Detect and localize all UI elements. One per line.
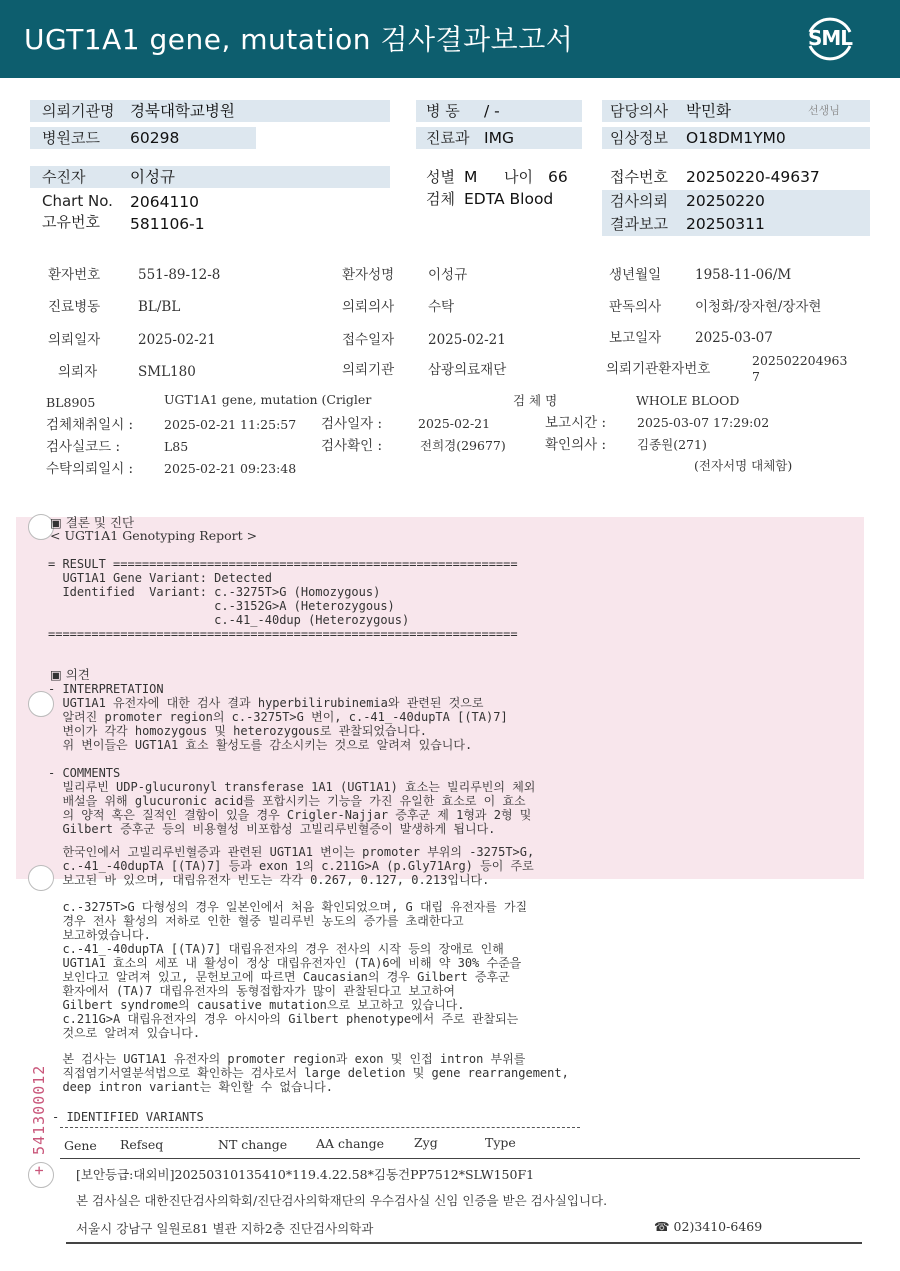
scan-rtime-label: 보고시간 : — [545, 415, 607, 431]
scan-pname-label: 환자성명 — [342, 267, 395, 283]
uid-label: 고유번호 — [42, 213, 100, 231]
sex-label: 성별 — [426, 168, 455, 186]
scan-commission-label: 수탁의뢰일시 : — [46, 461, 134, 477]
request-value: 20250220 — [686, 192, 765, 210]
sml-logo — [800, 12, 860, 64]
scan-rdoc-label: 의뢰의사 — [342, 299, 395, 315]
dept-label: 진료과 — [426, 129, 470, 147]
hospital-label: 의뢰기관명 — [42, 102, 115, 120]
clinical-label: 임상정보 — [610, 129, 668, 147]
vertical-id: + 541300012 — [30, 1064, 48, 1175]
scan-verify: 김종원(271) — [637, 437, 707, 452]
col-nt-change: NT change — [218, 1137, 288, 1152]
scan-requester-label: 의뢰자 — [58, 364, 98, 380]
section-conclusion: ▣ 결론 및 진단 — [50, 515, 135, 530]
scan-repdate: 2025-03-07 — [695, 330, 773, 346]
scan-esign: (전자서명 대체함) — [694, 458, 793, 473]
divider — [60, 1158, 860, 1159]
scan-rdate: 2025-02-21 — [138, 332, 216, 348]
age-value: 66 — [548, 168, 568, 186]
scan-room-label: 검사실코드 : — [46, 439, 121, 455]
col-type: Type — [485, 1135, 516, 1150]
scan-judge-label: 판독의사 — [609, 299, 662, 315]
scan-pid: 551-89-12-8 — [138, 267, 221, 283]
scan-verify-label: 확인의사 : — [545, 437, 607, 453]
ward-label: 병 동 — [426, 102, 460, 120]
section-opinion: ▣ 의견 — [50, 667, 90, 682]
result-block: = RESULT ======================================================== UGT1A1 Gene Variant: Detected Identified Variant: c.-3275T>G (Homozygous) c.-3152G>A (Heterozygous) c.-41_-40dup (Heterozygous) ================================================================= — [48, 557, 518, 641]
scan-rpid-label: 의뢰기관환자번호 — [606, 361, 711, 377]
col-aa-change: AA change — [316, 1136, 384, 1151]
col-gene: Gene — [64, 1138, 97, 1153]
scan-judge: 이청화/장자현/장자현 — [695, 299, 822, 315]
genotyping-subtitle: < UGT1A1 Genotyping Report > — [50, 528, 258, 543]
doctor-value: 박민화 — [686, 102, 731, 120]
divider — [60, 1127, 580, 1128]
korean-freq-block: 한국인에서 고빌리루빈혈증과 관련된 UGT1A1 변이는 promoter 부위의 -3275T>G, c.-41_-40dupTA [(TA)7] 등과 exon 1의 c.211G>A (p.Gly71Arg) 등이 주로 보고된 바 있으며, 대립유전자 빈도는 각각 0.267, 0.127, 0.213입니다. — [62, 845, 535, 887]
footer-phone: ☎ 02)3410-6469 — [654, 1219, 763, 1234]
scan-rorg-label: 의뢰기관 — [342, 362, 395, 378]
interpretation-block: - INTERPRETATION UGT1A1 유전자에 대한 검사 결과 hyperbilirubinemia와 관련된 것으로 알려진 promoter region의 c.-3275T>G 변이, c.-41_-40dupTA [(TA)7] 변이가 각각 homozygous 및 heterozygous로 관찰되었습니다. 위 변이들은 UGT1A1 효소 활성도를 감소시키는 것으로 알려져 있습니다. — [48, 682, 508, 752]
scan-commission: 2025-02-21 09:23:48 — [164, 461, 297, 476]
chart-label: Chart No. — [42, 192, 113, 210]
logo-text: SML — [807, 26, 853, 50]
receipt-value: 20250220-49637 — [686, 168, 820, 186]
report-title: UGT1A1 gene, mutation 검사결과보고서 — [24, 23, 574, 56]
patient-value: 이성규 — [130, 168, 175, 186]
doctor-suffix: 선생님 — [808, 104, 840, 117]
scan-test: UGT1A1 gene, mutation (Crigler — [164, 392, 372, 407]
ward-value: / - — [484, 102, 500, 120]
scan-code: BL8905 — [46, 395, 96, 410]
detail-block: c.-3275T>G 다형성의 경우 일본인에서 처음 확인되었으며, G 대립 유전자를 가질 경우 전사 활성의 저하로 인한 혈중 빌리루빈 농도의 증가를 초래한다고 보고하였습니다. c.-41_-40dupTA [(TA)7] 대립유전자의 경우 전사의 시작 등의 장애로 인해 UGT1A1 효소의 세포 내 활성이 정상 대립유전자인 (TA)6에 비해 약 30% 수준을 보인다고 알려져 있고, 문헌보고에 따르면 Caucasian의 경우 Gilbert 증후군 환자에서 (TA)7 대립유전자의 동형접합자가 많이 관찰된다고 보고하여 Gilbert syndrome의 causative mutation으로 보고하고 있습니다. c.211G>A 대립유전자의 경우 아시아의 Gilbert phenotype에서 주로 관찰되는 것으로 알려져 있습니다. — [62, 900, 528, 1040]
scan-rdate-label: 의뢰일자 — [48, 332, 101, 348]
sex-value: M — [464, 168, 478, 186]
clinical-value: O18DM1YM0 — [686, 129, 786, 147]
scan-tdate: 2025-02-21 — [418, 416, 491, 431]
patient-label: 수진자 — [42, 168, 86, 186]
scan-confirm-label: 검사확인 : — [321, 438, 383, 454]
scan-dob: 1958-11-06/M — [695, 267, 792, 283]
age-label: 나이 — [504, 168, 533, 186]
specimen-label: 검체 — [426, 190, 455, 208]
divider — [66, 1242, 862, 1244]
scan-rdoc: 수탁 — [428, 299, 455, 315]
specimen-value: EDTA Blood — [464, 190, 554, 208]
footer-address: 서울시 강남구 일원로81 별관 지하2층 진단검사의학과 — [76, 1221, 374, 1236]
footer-security: [보안등급:대외비]20250310135410*119.4.22.58*김동건PP7512*SLW150F1 — [76, 1167, 535, 1182]
report-header — [0, 0, 900, 78]
scan-rpid-1: 202502204963 — [752, 353, 848, 368]
report-date-label: 결과보고 — [610, 215, 668, 233]
scan-collect-label: 검체채취일시 : — [46, 417, 134, 433]
col-refseq: Refseq — [120, 1137, 164, 1152]
scan-recv: 2025-02-21 — [428, 332, 506, 348]
scan-collect: 2025-02-21 11:25:57 — [164, 417, 297, 432]
report-date-value: 20250311 — [686, 215, 765, 233]
scan-rorg: 삼광의료재단 — [428, 362, 507, 378]
scan-ward: BL/BL — [138, 299, 181, 315]
request-label: 검사의뢰 — [610, 192, 668, 210]
scan-ward-label: 진료병동 — [48, 299, 101, 315]
code-value: 60298 — [130, 129, 180, 147]
footer-certification: 본 검사실은 대한진단검사의학회/진단검사의학재단의 우수검사실 신임 인증을 받은 검사실입니다. — [76, 1193, 608, 1208]
scan-confirm: 전희경(29677) — [420, 438, 506, 453]
receipt-label: 접수번호 — [610, 168, 668, 186]
code-label: 병원코드 — [42, 129, 100, 147]
scan-rpid-2: 7 — [752, 369, 760, 384]
scan-spec-label: 검 체 명 — [513, 393, 558, 408]
scan-recv-label: 접수일자 — [342, 332, 395, 348]
col-zyg: Zyg — [414, 1135, 438, 1150]
scan-dob-label: 생년월일 — [609, 267, 662, 283]
scan-requester: SML180 — [138, 364, 196, 380]
comments-block: - COMMENTS 빌리루빈 UDP-glucuronyl transferase 1A1 (UGT1A1) 효소는 빌리루빈의 체외 배설을 위해 glucuronic acid를 포합시키는 기능을 가진 유일한 효소로 이 효소 의 양적 혹은 질적인 결함이 있을 경우 Crigler-Najjar 증후군 제 1형과 2형 및 Gilbert 증후군 등의 비용혈성 비포합성 고빌리루빈혈증이 발생하게 됩니다. — [48, 766, 536, 836]
hospital-value: 경북대학교병원 — [130, 102, 235, 120]
scan-pid-label: 환자번호 — [48, 267, 101, 283]
scan-rtime: 2025-03-07 17:29:02 — [637, 415, 770, 430]
scan-pname: 이성규 — [428, 267, 468, 283]
doctor-label: 담당의사 — [610, 102, 668, 120]
uid-value: 581106-1 — [130, 215, 205, 233]
scan-room: L85 — [164, 439, 189, 454]
identified-title: - IDENTIFIED VARIANTS — [52, 1110, 204, 1124]
scan-spec: WHOLE BLOOD — [636, 393, 740, 408]
chart-value: 2064110 — [130, 193, 200, 211]
method-block: 본 검사는 UGT1A1 유전자의 promoter region과 exon 및 인접 intron 부위를 직접염기서열분석법으로 확인하는 검사로서 large deletion 및 gene rearrangement, deep intron variant는 확인할 수 없습니다. — [62, 1052, 569, 1094]
scan-tdate-label: 검사일자 : — [321, 416, 383, 432]
scan-repdate-label: 보고일자 — [609, 330, 662, 346]
dept-value: IMG — [484, 129, 514, 147]
